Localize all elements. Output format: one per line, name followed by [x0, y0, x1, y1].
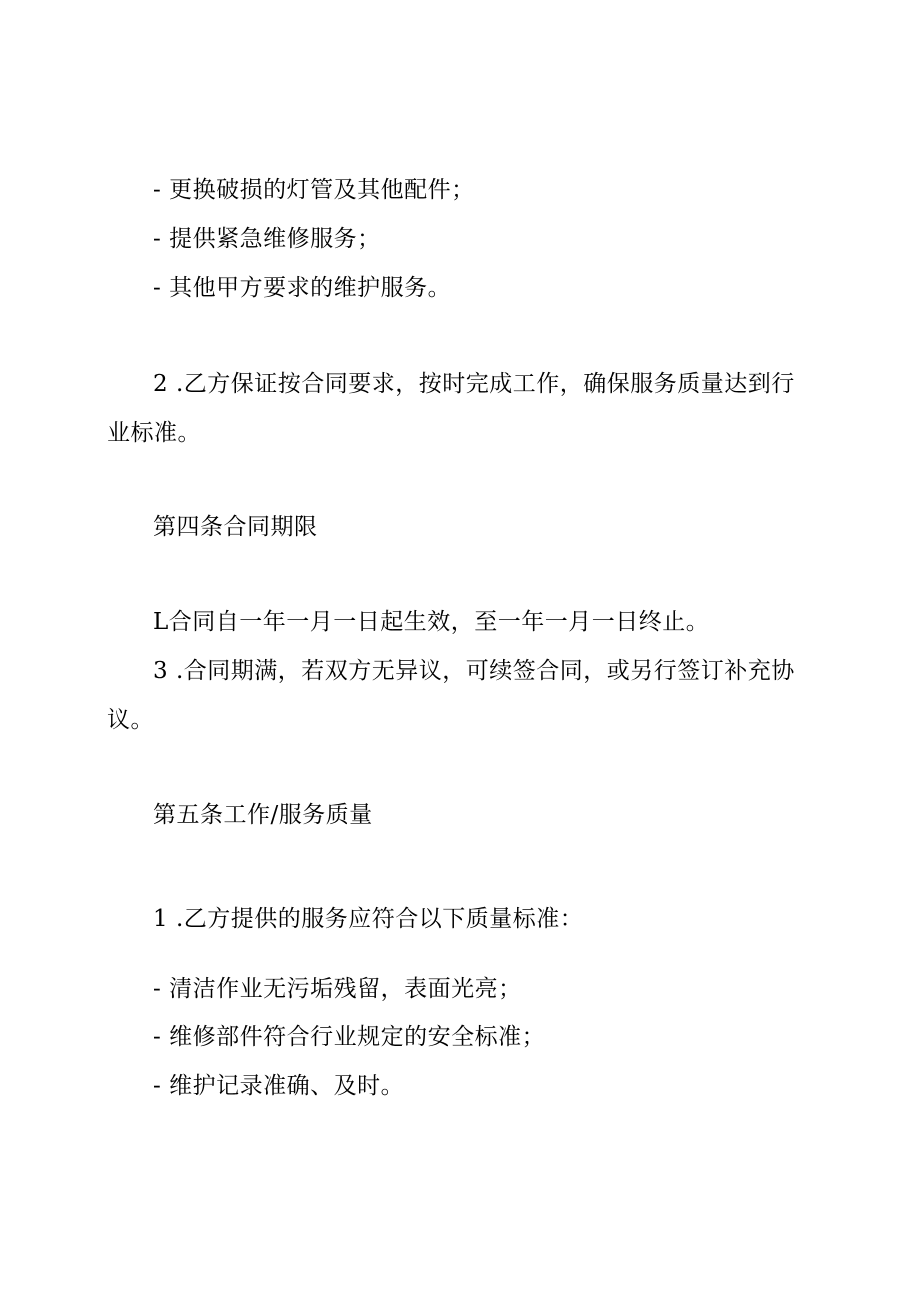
paragraph-item-3-line-1: 3 .合同期满，若双方无异议，可续签合同，或另行签订补充协: [153, 658, 795, 684]
paragraph-item-l: L合同自一年一月一日起生效，至一年一月一日终止。: [153, 609, 710, 635]
list-item: - 维护记录准确、及时。: [153, 1073, 405, 1099]
list-item: - 清洁作业无污垢残留，表面光亮；: [153, 976, 522, 1002]
article-4-heading: 第四条合同期限: [153, 514, 318, 540]
paragraph-item-2-line-2: 业标准。: [107, 420, 201, 446]
article-5-heading: 第五条工作/服务质量: [153, 802, 373, 828]
paragraph-item-2-line-1: 2 .乙方保证按合同要求，按时完成工作，确保服务质量达到行: [153, 371, 795, 397]
list-item: - 维修部件符合行业规定的安全标准；: [153, 1024, 546, 1050]
paragraph-item-1: 1 .乙方提供的服务应符合以下质量标准：: [153, 906, 584, 932]
list-item: - 更换破损的灯管及其他配件；: [153, 177, 475, 203]
list-item: - 提供紧急维修服务；: [153, 226, 381, 252]
paragraph-item-3-line-2: 议。: [107, 707, 154, 733]
list-item: - 其他甲方要求的维护服务。: [153, 275, 452, 301]
